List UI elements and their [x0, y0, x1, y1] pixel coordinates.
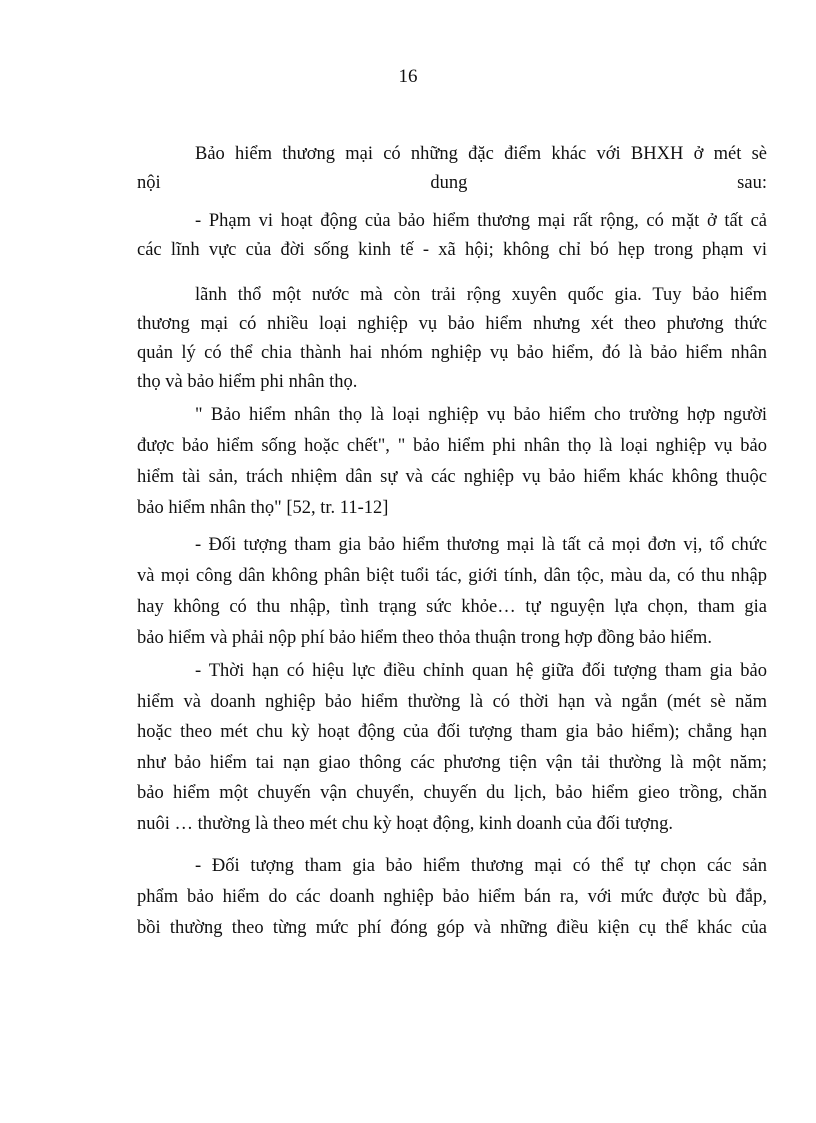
- text-line: bảo hiểm và phải nộp phí bảo hiểm theo thỏa thuận trong hợp đồng bảo hiểm.: [137, 628, 712, 648]
- text-line: " Bảo hiểm nhân thọ là loại nghiệp vụ bảo hiểm cho trường hợp người: [195, 405, 767, 425]
- subject-paragraph: [137, 530, 767, 654]
- term-paragraph: [137, 656, 767, 839]
- text-line: hiểm và doanh nghiệp bảo hiểm thường là có thời hạn và ngắn (mét sè năm: [137, 691, 767, 712]
- text-line: được bảo hiểm sống hoặc chết", " bảo hiểm phi nhân thọ là loại nghiệp vụ bảo: [137, 436, 767, 456]
- text-line: hiểm tài sản, trách nhiệm dân sự và các nghiệp vụ bảo hiểm khác không thuộc: [137, 467, 767, 487]
- text-line: - Phạm vi hoạt động của bảo hiểm thương mại rất rộng, có mặt ở tất cả: [195, 211, 767, 231]
- word: nội: [137, 173, 161, 193]
- text-line: bảo hiểm một chuyến vận chuyển, chuyến du lịch, bảo hiểm gieo trồng, chăn: [137, 783, 767, 803]
- intro-paragraph: [137, 140, 767, 198]
- word: dung: [430, 173, 468, 193]
- text-line: thương mại có nhiều loại nghiệp vụ bảo hiểm nhưng xét theo phương thức: [137, 314, 767, 334]
- text-line: Bảo hiểm thương mại có những đặc điểm khác với BHXH ở mét sè: [195, 144, 767, 164]
- text-line: quản lý có thể chia thành hai nhóm nghiệp vụ bảo hiểm, đó là bảo hiểm nhân: [137, 343, 767, 363]
- text-line: và mọi công dân không phân biệt tuổi tác, giới tính, dân tộc, màu da, có thu nhập: [137, 566, 767, 586]
- scope-paragraph: [137, 207, 767, 397]
- page-number: 16: [398, 66, 418, 87]
- text-line: hoặc theo mét chu kỳ hoạt động của đối tượng tham gia bảo hiểm); chẳng hạn: [137, 722, 767, 742]
- text-line: nuôi … thường là theo mét chu kỳ hoạt động, kinh doanh của đối tượng.: [137, 813, 673, 834]
- text-line: lãnh thổ một nước mà còn trải rộng xuyên quốc gia. Tuy bảo hiểm: [195, 285, 767, 305]
- text-line: thọ và bảo hiểm phi nhân thọ.: [137, 372, 358, 392]
- text-line: như bảo hiểm tai nạn giao thông các phương tiện vận tải thường là một năm;: [137, 752, 767, 773]
- text-line: [137, 169, 767, 198]
- choice-paragraph: [137, 851, 767, 944]
- text-line: bảo hiểm nhân thọ" [52, tr. 11-12]: [137, 498, 389, 518]
- text-line: các lĩnh vực của đời sống kinh tế - xã hội; không chỉ bó hẹp trong phạm vi: [137, 240, 767, 260]
- text-line: phẩm bảo hiểm do các doanh nghiệp bảo hiểm bán ra, với mức được bù đắp,: [137, 887, 767, 907]
- word: sau:: [737, 173, 767, 193]
- text-line: hay không có thu nhập, tình trạng sức khỏe… tự nguyện lựa chọn, tham gia: [137, 597, 767, 617]
- text-line: - Đối tượng tham gia bảo hiểm thương mại là tất cả mọi đơn vị, tổ chức: [195, 535, 767, 555]
- text-line: - Đối tượng tham gia bảo hiểm thương mại có thể tự chọn các sản: [195, 856, 767, 876]
- quote-paragraph: [137, 400, 767, 524]
- text-line: bồi thường theo từng mức phí đóng góp và những điều kiện cụ thể khác của: [137, 918, 767, 938]
- text-line: - Thời hạn có hiệu lực điều chỉnh quan hệ giữa đối tượng tham gia bảo: [195, 661, 767, 681]
